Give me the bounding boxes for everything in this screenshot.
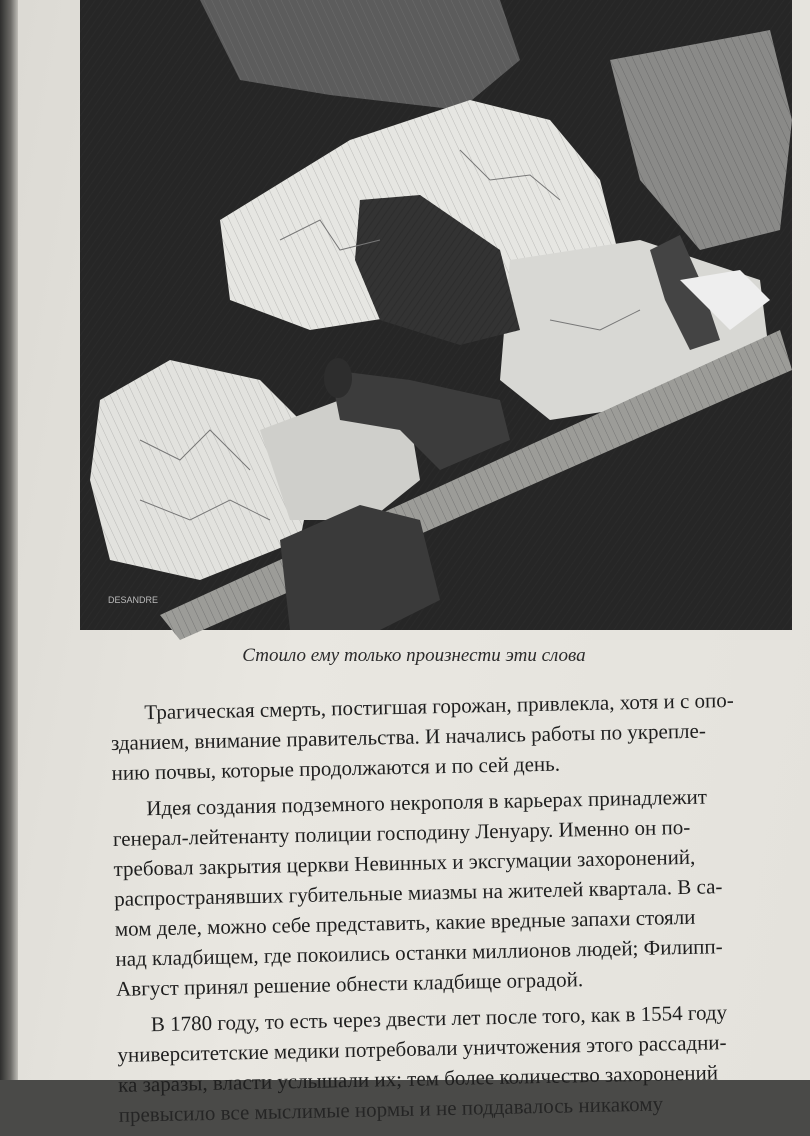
text-line: Идея создания подземного некрополя в карьерах принадлежит [146, 784, 708, 821]
text-line: требовал закрытия церкви Невинных и эксгумации захоронений, [113, 844, 696, 881]
artist-signature: DESANDRE [108, 595, 159, 605]
engraving-drawing [80, 0, 792, 630]
figure-caption: Стоило ему только произнести эти слова [242, 645, 586, 666]
text-line: зданием, внимание правительства. И начались работы по укрепле- [110, 718, 707, 755]
text-line: В 1780 году, то есть через двести лет после того, как в 1554 году [150, 1000, 728, 1037]
text-line: мом деле, можно себе представить, какие вредные запахи стояли [114, 904, 696, 941]
body-text [110, 684, 789, 1136]
page-shadow-edge [0, 0, 18, 1080]
text-line: Трагическая смерть, постигшая горожан, привлекла, хотя и с опо- [144, 687, 734, 725]
text-line: нию почвы, которые продолжаются и по сей день. [111, 751, 561, 785]
text-line: ка заразы, власти услышали их; тем более количество захоронений [117, 1060, 719, 1097]
engraving-illustration [80, 0, 792, 630]
paragraph-2 [112, 780, 786, 1004]
text-line: Август принял решение обнести кладбище оградой. [115, 967, 584, 1001]
paragraph-1 [110, 684, 782, 788]
text-line: над кладбищем, где покоились останки миллионов людей; Филипп- [115, 934, 723, 971]
book-page [18, 0, 810, 1127]
text-line: превысило все мыслимые нормы и не поддавалось никакому [118, 1091, 664, 1127]
text-line: распространявших губительные миазмы на жителей квартала. В са- [113, 874, 723, 911]
paragraph-3 [117, 996, 789, 1130]
text-line: университетские медики потребовали уничтожения этого рассадни- [117, 1030, 727, 1067]
text-line: генерал-лейтенанту полиции господину Ленуару. Именно он по- [112, 814, 691, 851]
